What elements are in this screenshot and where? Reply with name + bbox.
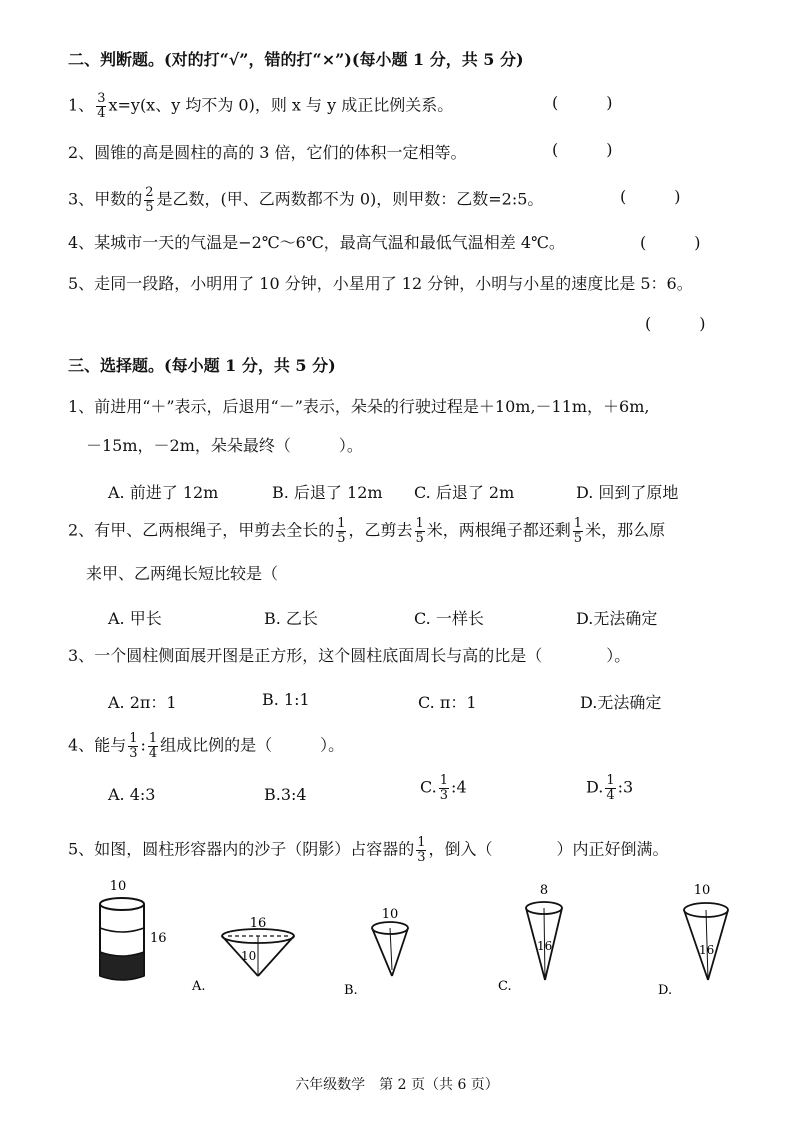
question-number: 2、 xyxy=(68,143,95,162)
fraction: $\frac{1}{3}$ xyxy=(417,835,426,865)
question-number: 1、 xyxy=(68,95,95,115)
answer-paren[interactable]: ( ) xyxy=(645,314,706,333)
answer-paren[interactable]: ( ) xyxy=(620,187,681,206)
option-c[interactable]: C. 一样长 xyxy=(414,609,484,628)
question-number: 5、 xyxy=(68,274,95,293)
s3-question-2: 2、有甲、乙两根绳子，甲剪去全长的 $\frac{1}{5}$ ，乙剪去 $\frac{1}{5}$ 米，两根绳子都还剩 $\frac{1}{5}$ 米，那么原 xyxy=(68,516,666,546)
option-c[interactable]: C. $\frac{1}{3}$ :4 xyxy=(420,773,467,803)
fraction: $\frac{1}{4}$ xyxy=(148,731,158,761)
s2-question-3: 3、甲数的 $\frac{2}{5}$ 是乙数，(甲、乙两数都不为 0)，则甲数：乙数=2:5。 xyxy=(68,185,544,215)
option-d[interactable]: D.无法确定 xyxy=(580,693,662,712)
option-a-label: A. xyxy=(192,979,206,994)
section2-title: 二、判断题。(对的打“√”，错的打“×”)(每小题 1 分，共 5 分) xyxy=(68,50,524,69)
question-text: x=y(x、y 均不为 0)，则 x 与 y 成正比例关系。 xyxy=(108,95,454,115)
s2-question-2 xyxy=(68,145,467,161)
option-d[interactable]: D.无法确定 xyxy=(576,609,658,628)
option-c[interactable]: C. π：1 xyxy=(418,693,477,712)
s3-question-1: 1、前进用“＋”表示，后退用“－”表示，朵朵的行驶过程是＋10m,－11m，＋6m, xyxy=(68,397,650,416)
question-number: 5、 xyxy=(68,839,95,859)
s3-question-1-line2: －15m，－2m，朵朵最终（ ）。 xyxy=(86,436,363,455)
option-a[interactable]: A. 甲长 xyxy=(108,609,162,628)
cone-a xyxy=(191,916,294,994)
s3-question-4: 4、能与 $\frac{1}{3}$ : $\frac{1}{4}$ 组成比例的是（ ）。 xyxy=(68,731,345,761)
question-number: 3、 xyxy=(68,646,95,665)
question-number: 4、 xyxy=(68,233,95,252)
cone-d xyxy=(658,883,728,998)
fraction: $\frac{3}{4}$ xyxy=(97,91,106,121)
s2-question-1 xyxy=(68,92,453,120)
answer-paren[interactable]: ( ) xyxy=(552,93,613,112)
fraction: $\frac{1}{5}$ xyxy=(415,516,424,546)
cone-d-height-label: 16 xyxy=(699,943,715,957)
option-d-label: D. xyxy=(658,983,673,998)
question-number: 3、 xyxy=(68,189,95,209)
option-a[interactable]: A. 4:3 xyxy=(108,785,156,804)
cone-d-diameter-label: 10 xyxy=(693,883,711,898)
cone-b xyxy=(344,907,408,998)
option-c[interactable]: C. 后退了 2m xyxy=(414,483,515,502)
question-text: 某城市一天的气温是−2℃～6℃，最高气温和最低气温相差 4℃。 xyxy=(94,233,565,252)
option-b[interactable]: B. 乙长 xyxy=(264,609,318,628)
cone-c-height-label: 16 xyxy=(537,939,553,953)
s3-question-2-line2: 来甲、乙两绳长短比较是（ xyxy=(86,564,279,583)
cone-c xyxy=(498,883,562,994)
answer-paren[interactable]: ( ) xyxy=(552,140,613,159)
cone-a-height-label: 10 xyxy=(241,949,257,963)
option-a[interactable]: A. 前进了 12m xyxy=(108,483,219,502)
cone-b-diameter-label: 10 xyxy=(381,907,399,922)
option-d[interactable]: D. $\frac{1}{4}$ :3 xyxy=(586,773,634,803)
s2-question-4 xyxy=(68,235,565,251)
question-number: 1、 xyxy=(68,397,95,416)
option-b[interactable]: B. 后退了 12m xyxy=(272,483,383,502)
s3-question-3: 3、一个圆柱侧面展开图是正方形，这个圆柱底面周长与高的比是（ ）。 xyxy=(68,646,631,665)
s2-question-5 xyxy=(68,276,693,292)
fraction: $\frac{1}{3}$ xyxy=(129,731,138,761)
option-a[interactable]: A. 2π：1 xyxy=(108,693,177,712)
cylinder-height-label: 16 xyxy=(150,931,167,946)
fraction: $\frac{1}{5}$ xyxy=(573,516,583,546)
option-c-label: C. xyxy=(498,979,512,994)
containers-figure xyxy=(0,870,794,1010)
option-b[interactable]: B. 1:1 xyxy=(262,690,310,709)
page-footer: 六年级数学 第 2 页（共 6 页） xyxy=(295,1077,499,1093)
fraction: $\frac{1}{5}$ xyxy=(337,516,346,546)
question-text: 走同一段路，小明用了 10 分钟，小星用了 12 分钟，小明与小星的速度比是 5：6。 xyxy=(94,274,693,293)
cone-c-diameter-label: 8 xyxy=(539,883,549,898)
s3-question-5: 5、如图，圆柱形容器内的沙子（阴影）占容器的 $\frac{1}{3}$ ，倒入（ ）内正好倒满。 xyxy=(68,835,669,865)
cone-a-diameter-label: 16 xyxy=(249,916,267,931)
question-text: 圆锥的高是圆柱的高的 3 倍，它们的体积一定相等。 xyxy=(94,143,467,162)
fraction: $\frac{2}{5}$ xyxy=(145,185,154,215)
section3-title: 三、选择题。(每小题 1 分，共 5 分) xyxy=(68,356,336,375)
cylinder-diameter-label: 10 xyxy=(109,879,127,894)
question-number: 2、 xyxy=(68,520,95,540)
answer-paren[interactable]: ( ) xyxy=(640,233,701,252)
question-number: 4、 xyxy=(68,735,95,755)
cylinder-container xyxy=(100,879,167,980)
option-b[interactable]: B.3:4 xyxy=(264,785,307,804)
question-text: 是乙数，(甲、乙两数都不为 0)，则甲数：乙数=2:5。 xyxy=(156,189,544,209)
option-d[interactable]: D. 回到了原地 xyxy=(576,483,679,502)
option-b-label: B. xyxy=(344,983,358,998)
